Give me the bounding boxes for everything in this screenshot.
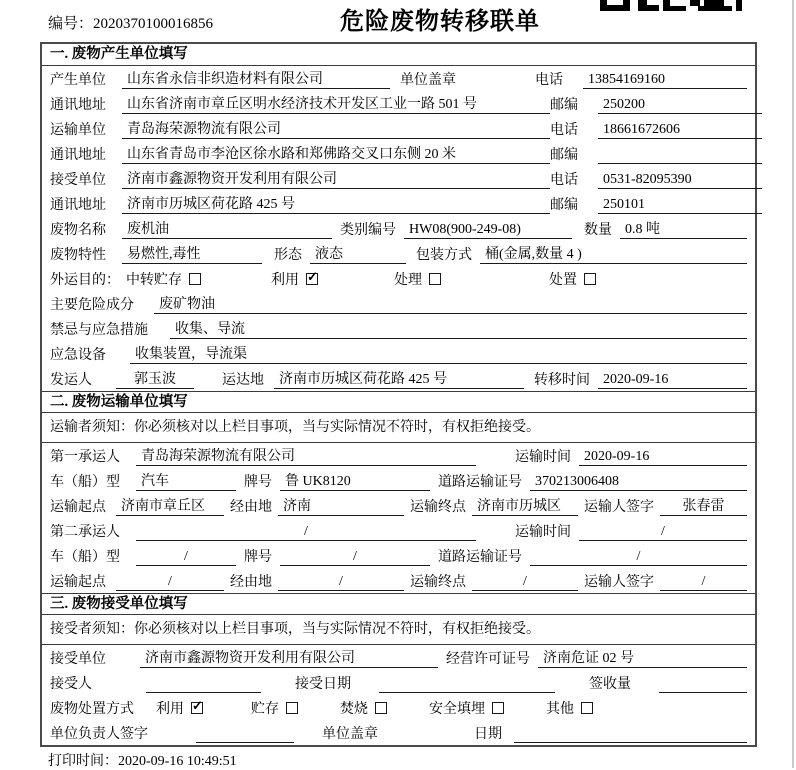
road-permit1-label: 道路运输证号 xyxy=(438,475,522,490)
check-mark-icon: ✓ xyxy=(192,698,203,713)
transfer-time-value: 2020-09-16 xyxy=(598,372,747,389)
receiver-notice: 接受者须知：你必须核对以上栏目事项，当与实际情况不符时，有权拒绝接受。 xyxy=(42,615,755,645)
waste-name-value: 废机油 xyxy=(122,218,332,239)
carrier-signature2-value: / xyxy=(660,574,747,591)
emergency-equipment-label: 应急设备 xyxy=(50,348,106,363)
waste-traits-row xyxy=(42,241,755,266)
responsible-signature-blank xyxy=(196,726,294,743)
purpose-option-transfer-storage xyxy=(126,269,201,289)
receiver-label: 接受单位 xyxy=(50,173,106,188)
vehicle1-row xyxy=(42,468,755,493)
carrier2-label: 第二承运人 xyxy=(50,525,120,540)
waste-name-label: 废物名称 xyxy=(50,223,106,238)
emergency-measures-row xyxy=(42,316,755,341)
accept-person-label: 接受人 xyxy=(50,677,92,692)
terminus1-label: 运输终点 xyxy=(410,500,466,515)
section2-header: 二. 废物运输单位填写 xyxy=(42,391,755,413)
waste-traits-label: 废物特性 xyxy=(50,248,106,263)
signed-quantity-label: 签收量 xyxy=(589,677,631,692)
producer-phone-value: 13854169160 xyxy=(583,72,747,89)
print-time xyxy=(48,750,237,770)
vehicle2-type-value: / xyxy=(136,549,236,566)
plate2-label: 牌号 xyxy=(244,550,272,565)
responsible-signature-row xyxy=(42,720,755,745)
terminus1-value: 济南市历城区 xyxy=(472,495,578,516)
checkbox-checked-icon xyxy=(191,698,203,714)
receiver-row xyxy=(42,166,755,191)
purpose-option-dispose xyxy=(549,269,596,289)
carrier1-time-label: 运输时间 xyxy=(515,450,571,465)
purpose-option-label: 中转贮存 xyxy=(126,273,182,288)
unit-seal-label: 单位盖章 xyxy=(322,727,378,742)
route2-row xyxy=(42,568,755,593)
producer-address-label: 通讯地址 xyxy=(50,98,106,113)
accept-date-label: 接受日期 xyxy=(295,677,351,692)
transporter-notice: 运输者须知：你必须核对以上栏目事项，当与实际情况不符时，有权拒绝接受。 xyxy=(42,413,755,443)
checkbox-unchecked-icon xyxy=(429,273,441,285)
disposal-option-other xyxy=(546,698,593,718)
destination-label: 运达地 xyxy=(222,373,264,388)
serial-value: 2020370100016856 xyxy=(93,16,214,32)
dispatch-row xyxy=(42,366,755,391)
road-permit1-value: 370213006408 xyxy=(530,474,747,491)
plate1-value: 鲁 UK8120 xyxy=(280,470,430,491)
checkbox-unchecked-icon xyxy=(375,702,387,714)
carrier-signature1-value: 张春雷 xyxy=(660,495,747,516)
disposal-option-label: 贮存 xyxy=(251,702,279,717)
serial-number xyxy=(48,12,213,33)
qr-code-fragment xyxy=(600,0,742,11)
disposal-option-incinerate xyxy=(340,698,387,718)
signed-quantity-blank xyxy=(659,676,747,693)
checkbox-unchecked-icon xyxy=(492,702,504,714)
purpose-option-treat xyxy=(394,269,441,289)
emergency-measures-value: 收集、导流 xyxy=(170,318,747,339)
via2-label: 经由地 xyxy=(230,575,272,590)
transporter-address-value: 山东省青岛市李沧区徐水路和郑佛路交叉口东侧 20 米 xyxy=(122,143,550,164)
producer-value: 山东省永信非织造材料有限公司 xyxy=(122,68,390,89)
quantity-value: 0.8 吨 xyxy=(620,218,747,239)
form-state-label: 形态 xyxy=(274,248,302,263)
producer-address-value: 山东省济南市章丘区明水经济技术开发区工业一路 501 号 xyxy=(122,93,550,114)
category-code-label: 类别编号 xyxy=(340,223,396,238)
destination-value: 济南市历城区荷花路 425 号 xyxy=(274,368,524,389)
transfer-time-label: 转移时间 xyxy=(534,373,590,388)
via1-label: 经由地 xyxy=(230,500,272,515)
hazard-components-row xyxy=(42,291,755,316)
carrier2-row xyxy=(42,518,755,543)
disposal-option-label: 焚烧 xyxy=(340,702,368,717)
purpose-label: 外运目的： xyxy=(50,273,120,288)
producer-phone-label: 电话 xyxy=(535,73,563,88)
seal-label: 单位盖章 xyxy=(400,73,456,88)
disposal-method-row xyxy=(42,695,755,720)
vehicle1-type-value: 汽车 xyxy=(136,470,236,491)
plate1-label: 牌号 xyxy=(244,475,272,490)
shipper-label: 发运人 xyxy=(50,373,92,388)
purpose-option-label: 处置 xyxy=(549,273,577,288)
receiver-postcode-value: 250101 xyxy=(598,197,762,214)
page-right-edge xyxy=(792,0,794,768)
acceptance-row xyxy=(42,670,755,695)
purpose-option-utilize xyxy=(271,269,318,289)
carrier2-value: / xyxy=(136,524,476,541)
purpose-option-label: 处理 xyxy=(394,273,422,288)
receiver-phone-label: 电话 xyxy=(550,173,578,188)
receiver-address-label: 通讯地址 xyxy=(50,198,106,213)
transporter-value: 青岛海荣源物流有限公司 xyxy=(122,118,550,139)
plate2-value: / xyxy=(280,549,430,566)
purpose-row xyxy=(42,266,755,291)
form-title: 危险废物转移联单 xyxy=(340,9,540,35)
accept-person-blank xyxy=(146,676,261,693)
accepting-unit-row xyxy=(42,645,755,670)
receiver-postcode-label: 邮编 xyxy=(550,198,578,213)
section3-header: 三. 废物接受单位填写 xyxy=(42,593,755,615)
shipper-value: 郭玉波 xyxy=(116,368,194,389)
waste-traits-value: 易燃性,毒性 xyxy=(122,243,262,264)
road-permit2-label: 道路运输证号 xyxy=(438,550,522,565)
purpose-option-label: 利用 xyxy=(271,273,299,288)
receiver-phone-value: 0531-82095390 xyxy=(598,172,762,189)
checkbox-unchecked-icon xyxy=(584,273,596,285)
emergency-equipment-row xyxy=(42,341,755,366)
carrier1-row xyxy=(42,443,755,468)
manifest-form xyxy=(40,42,757,747)
date-blank xyxy=(514,726,747,743)
origin1-value: 济南市章丘区 xyxy=(116,495,224,516)
form-state-value: 液态 xyxy=(310,243,406,264)
receiver-address-row xyxy=(42,191,755,216)
carrier1-value: 青岛海荣源物流有限公司 xyxy=(136,445,476,466)
carrier-signature1-label: 运输人签字 xyxy=(584,500,654,515)
origin1-label: 运输起点 xyxy=(50,500,106,515)
transporter-address-label: 通讯地址 xyxy=(50,148,106,163)
disposal-option-label: 安全填埋 xyxy=(429,702,485,717)
business-permit-value: 济南危证 02 号 xyxy=(538,647,747,668)
accept-date-blank xyxy=(379,676,555,693)
disposal-method-label: 废物处置方式 xyxy=(50,702,134,717)
disposal-option-storage xyxy=(251,698,298,718)
receiver-address-value: 济南市历城区荷花路 425 号 xyxy=(122,193,550,214)
carrier2-time-value: / xyxy=(579,524,747,541)
disposal-option-label: 其他 xyxy=(546,702,574,717)
transporter-phone-label: 电话 xyxy=(550,123,578,138)
via1-value: 济南 xyxy=(278,495,404,516)
emergency-measures-label: 禁忌与应急措施 xyxy=(50,323,148,338)
producer-row xyxy=(42,66,755,91)
carrier-signature2-label: 运输人签字 xyxy=(584,575,654,590)
carrier1-label: 第一承运人 xyxy=(50,450,120,465)
terminus2-label: 运输终点 xyxy=(410,575,466,590)
print-time-value: 2020-09-16 10:49:51 xyxy=(118,754,237,769)
producer-postcode-value: 250200 xyxy=(598,97,762,114)
transporter-address-row xyxy=(42,141,755,166)
emergency-equipment-value: 收集装置，导流渠 xyxy=(130,343,747,364)
packaging-value: 桶(金属,数量 4 ) xyxy=(480,243,747,264)
date-label: 日期 xyxy=(474,727,502,742)
producer-postcode-label: 邮编 xyxy=(550,98,578,113)
vehicle1-type-label: 车（船）型 xyxy=(50,475,120,490)
packaging-label: 包装方式 xyxy=(416,248,472,263)
disposal-option-label: 利用 xyxy=(156,702,184,717)
responsible-signature-label: 单位负责人签字 xyxy=(50,727,148,742)
checkbox-checked-icon xyxy=(306,269,318,285)
origin2-value: / xyxy=(116,574,224,591)
serial-label: 编号： xyxy=(48,16,94,32)
hazard-components-label: 主要危险成分 xyxy=(50,298,134,313)
quantity-label: 数量 xyxy=(584,223,612,238)
via2-value: / xyxy=(278,574,404,591)
producer-label: 产生单位 xyxy=(50,73,106,88)
transporter-postcode-label: 邮编 xyxy=(550,148,578,163)
disposal-option-utilize xyxy=(156,698,203,718)
accepting-unit-value: 济南市鑫源物资开发利用有限公司 xyxy=(140,647,438,668)
route1-row xyxy=(42,493,755,518)
terminus2-value: / xyxy=(472,574,578,591)
accepting-unit-label: 接受单位 xyxy=(50,652,106,667)
section1-header: 一. 废物产生单位填写 xyxy=(42,44,755,66)
vehicle2-row xyxy=(42,543,755,568)
checkbox-unchecked-icon xyxy=(286,702,298,714)
transporter-postcode-blank xyxy=(598,147,762,164)
hazard-components-value: 废矿物油 xyxy=(154,293,747,314)
disposal-option-landfill xyxy=(429,698,504,718)
category-code-value: HW08(900-249-08) xyxy=(404,222,572,239)
vehicle2-type-label: 车（船）型 xyxy=(50,550,120,565)
road-permit2-value: / xyxy=(530,549,747,566)
transporter-phone-value: 18661672606 xyxy=(598,122,762,139)
carrier2-time-label: 运输时间 xyxy=(515,525,571,540)
business-permit-label: 经营许可证号 xyxy=(446,652,530,667)
origin2-label: 运输起点 xyxy=(50,575,106,590)
transporter-row xyxy=(42,116,755,141)
producer-address-row xyxy=(42,91,755,116)
waste-name-row xyxy=(42,216,755,241)
checkbox-unchecked-icon xyxy=(581,702,593,714)
check-mark-icon: ✓ xyxy=(307,269,318,284)
carrier1-time-value: 2020-09-16 xyxy=(579,449,747,466)
transporter-label: 运输单位 xyxy=(50,123,106,138)
receiver-value: 济南市鑫源物资开发利用有限公司 xyxy=(122,168,550,189)
print-time-label: 打印时间： xyxy=(48,754,118,769)
checkbox-unchecked-icon xyxy=(189,273,201,285)
